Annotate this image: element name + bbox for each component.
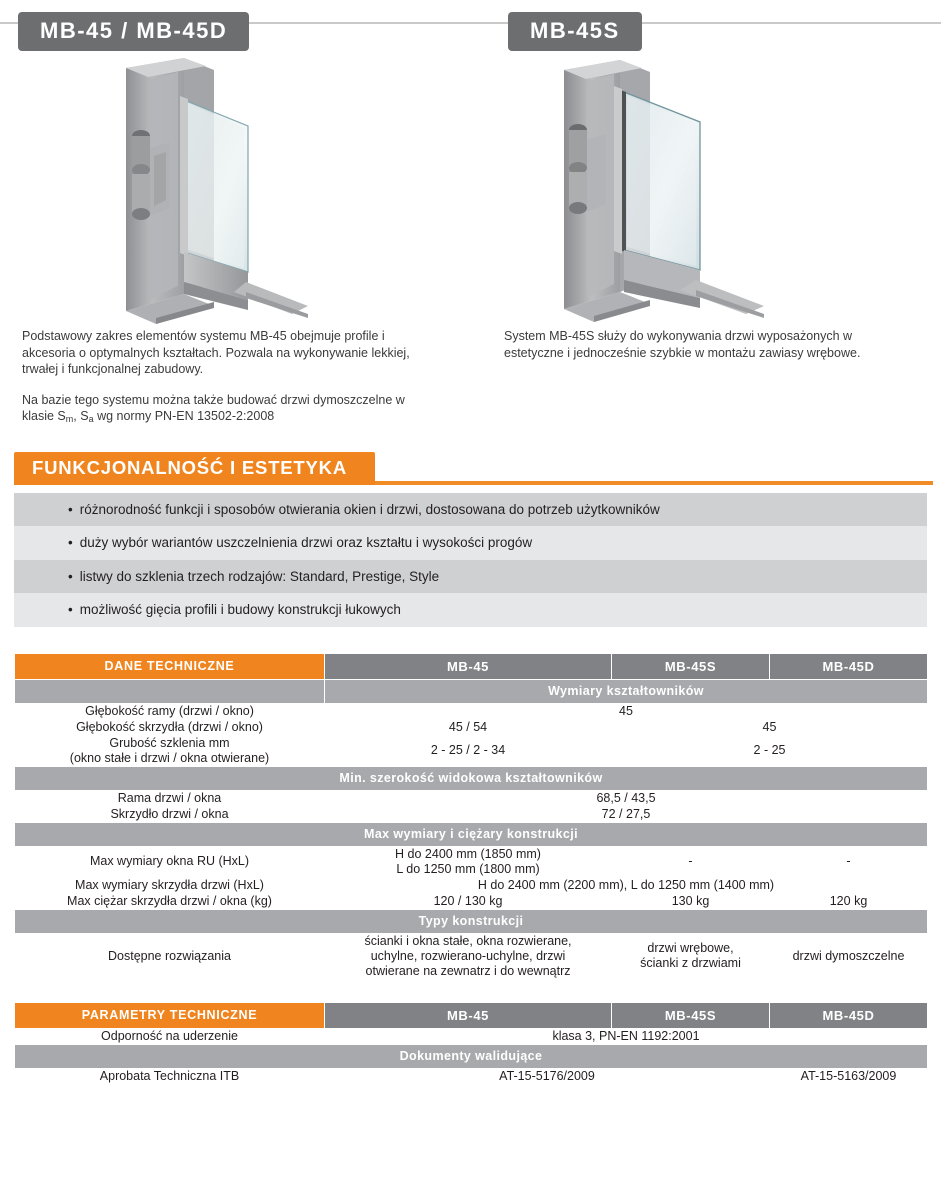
subscript-a: a	[88, 414, 94, 424]
table-row	[15, 846, 928, 877]
group-title-max-dimensions: Max wymiary i ciężary konstrukcji	[15, 822, 928, 846]
row-value-mb45s: -	[612, 846, 770, 877]
table-row	[15, 719, 928, 735]
value-line1: H do 2400 mm (1850 mm)	[395, 846, 541, 861]
feature-list	[14, 493, 927, 627]
section-heading-functionality: FUNKCJONALNOŚĆ I ESTETYKA	[14, 452, 375, 486]
table-row	[15, 877, 928, 893]
row-value-mb45d: drzwi dymoszczelne	[770, 933, 928, 979]
row-value-mb45d: 120 kg	[770, 893, 928, 909]
column-header-label: DANE TECHNICZNE	[15, 653, 325, 679]
product-image-mb45s	[486, 56, 941, 328]
product-panel-mb45	[0, 0, 486, 426]
table-row	[15, 806, 928, 822]
column-header-mb45s: MB-45S	[612, 653, 770, 679]
section-heading-wrap	[0, 452, 941, 488]
row-value-mb45	[325, 933, 612, 979]
product-badge-mb45s: MB-45S	[508, 12, 642, 51]
feature-text: listwy do szklenia trzech rodzajów: Standard, Prestige, Style	[79, 568, 440, 584]
row-value-mb45	[325, 846, 612, 877]
subscript-m: m	[65, 414, 74, 424]
product-badge-mb45: MB-45 / MB-45D	[18, 12, 249, 51]
row-label: Skrzydło drzwi / okna	[15, 806, 325, 822]
description-paragraph-2: Na bazie tego systemu można także budować drzwi dymoszczelne w klasie $S_m$, $S_a$ wg normy PN-EN 13502-2:2008	[22, 392, 405, 424]
row-value-mb45: 45 / 54	[325, 719, 612, 735]
value-line1: drzwi wrębowe,	[647, 941, 734, 955]
group-header-row	[15, 909, 928, 933]
row-value-mb45-mb45s: AT-15-5176/2009	[325, 1068, 770, 1084]
row-label: Max wymiary skrzydła drzwi (HxL)	[15, 877, 325, 893]
row-label: Max wymiary okna RU (HxL)	[15, 846, 325, 877]
row-value-all: 68,5 / 43,5	[325, 790, 928, 806]
row-label	[15, 735, 325, 766]
aluminium-profile-illustration-mb45	[96, 56, 396, 328]
table-row	[15, 1068, 928, 1084]
row-label-line2: (okno stałe i drzwi / okna otwierane)	[69, 750, 270, 765]
row-value-mb45s	[612, 933, 770, 979]
technical-parameters-table	[14, 1002, 928, 1085]
column-header-mb45: MB-45	[325, 653, 612, 679]
column-header-label: PARAMETRY TECHNICZNE	[15, 1002, 325, 1028]
value-line1: ścianki i okna stałe, okna rozwierane,	[364, 933, 572, 948]
row-label: Odporność na uderzenie	[15, 1028, 325, 1044]
row-value-mb45s: 130 kg	[612, 893, 770, 909]
row-value-mb45: 120 / 130 kg	[325, 893, 612, 909]
group-title-min-width: Min. szerokość widokowa kształtowników	[15, 766, 928, 790]
feature-text: możliwość gięcia profili i budowy konstrukcji łukowych	[79, 602, 401, 617]
group-header-row	[15, 1044, 928, 1068]
row-value-mb45: 2 - 25 / 2 - 34	[325, 735, 612, 766]
table-row	[15, 790, 928, 806]
list-item	[14, 593, 927, 627]
list-item	[14, 560, 927, 594]
product-panels	[0, 0, 941, 426]
product-panel-mb45s	[486, 0, 941, 426]
column-header-mb45d: MB-45D	[770, 653, 928, 679]
table-row	[15, 933, 928, 979]
description-paragraph-mb45s: System MB-45S służy do wykonywania drzwi wyposażonych w estetyczne i jednocześnie szybkie w montażu zawiasy wrębowe.	[504, 329, 861, 360]
column-header-mb45s: MB-45S	[612, 1002, 770, 1028]
row-label: Głębokość skrzydła (drzwi / okno)	[15, 719, 325, 735]
product-image-mb45	[0, 56, 486, 328]
group-header-row	[15, 766, 928, 790]
table-row	[15, 1028, 928, 1044]
product-description-mb45	[0, 328, 440, 426]
value-line3: otwierane na zewnatrz i do wewnątrz	[365, 963, 571, 978]
feature-text: różnorodność funkcji i sposobów otwierania okien i drzwi, dostosowana do potrzeb użytkowników	[79, 501, 660, 517]
row-value-all: 45	[325, 703, 928, 719]
row-value-mb45s-mb45d: 45	[612, 719, 928, 735]
group-header-row	[15, 679, 928, 703]
row-label: Głębokość ramy (drzwi / okno)	[15, 703, 325, 719]
row-value-mb45s-mb45d: 2 - 25	[612, 735, 928, 766]
table-row	[15, 703, 928, 719]
table-row	[15, 893, 928, 909]
row-label: Max ciężar skrzydła drzwi / okna (kg)	[15, 893, 325, 909]
row-label: Aprobata Techniczna ITB	[15, 1068, 325, 1084]
group-header-row	[15, 822, 928, 846]
bullet-icon: •	[68, 501, 73, 517]
table-header-row	[15, 1002, 928, 1028]
row-value-mb45d: -	[770, 846, 928, 877]
value-line2: ścianki z drzwiami	[640, 956, 741, 970]
group-title-validating-documents: Dokumenty walidujące	[15, 1044, 928, 1068]
group-title-construction-types: Typy konstrukcji	[15, 909, 928, 933]
value-line2: uchylne, rozwierano-uchylne, drzwi	[370, 948, 566, 963]
technical-data-table	[14, 653, 928, 980]
badge-row-right	[486, 0, 941, 56]
aluminium-profile-illustration-mb45s	[524, 56, 844, 328]
table-header-row	[15, 653, 928, 679]
row-label: Dostępne rozwiązania	[15, 933, 325, 979]
list-item	[14, 526, 927, 560]
group-spacer	[15, 679, 325, 703]
value-line2: L do 1250 mm (1800 mm)	[396, 861, 540, 876]
row-value-all: 72 / 27,5	[325, 806, 928, 822]
row-label-line1: Grubość szklenia mm	[109, 735, 230, 750]
bullet-icon: •	[68, 568, 73, 584]
bullet-icon: •	[68, 602, 73, 617]
feature-text: duży wybór wariantów uszczelnienia drzwi oraz kształtu i wysokości progów	[79, 535, 533, 550]
column-header-mb45: MB-45	[325, 1002, 612, 1028]
table-row	[15, 735, 928, 766]
row-label: Rama drzwi / okna	[15, 790, 325, 806]
bullet-icon: •	[68, 535, 73, 550]
description-paragraph-1: Podstawowy zakres elementów systemu MB-45 obejmuje profile i akcesoria o optymalnych kształtach. Pozwala na wykonywanie lekkiej, trwałej i funkcjonalnej zabudowy.	[22, 329, 410, 376]
product-description-mb45s	[486, 328, 906, 361]
group-title-dimensions: Wymiary kształtowników	[325, 679, 928, 703]
row-value-all: H do 2400 mm (2200 mm), L do 1250 mm (1400 mm)	[325, 877, 928, 893]
row-value-all: klasa 3, PN-EN 1192:2001	[325, 1028, 928, 1044]
badge-row-left	[0, 0, 486, 56]
list-item	[14, 493, 927, 527]
column-header-mb45d: MB-45D	[770, 1002, 928, 1028]
row-value-mb45d: AT-15-5163/2009	[770, 1068, 928, 1084]
